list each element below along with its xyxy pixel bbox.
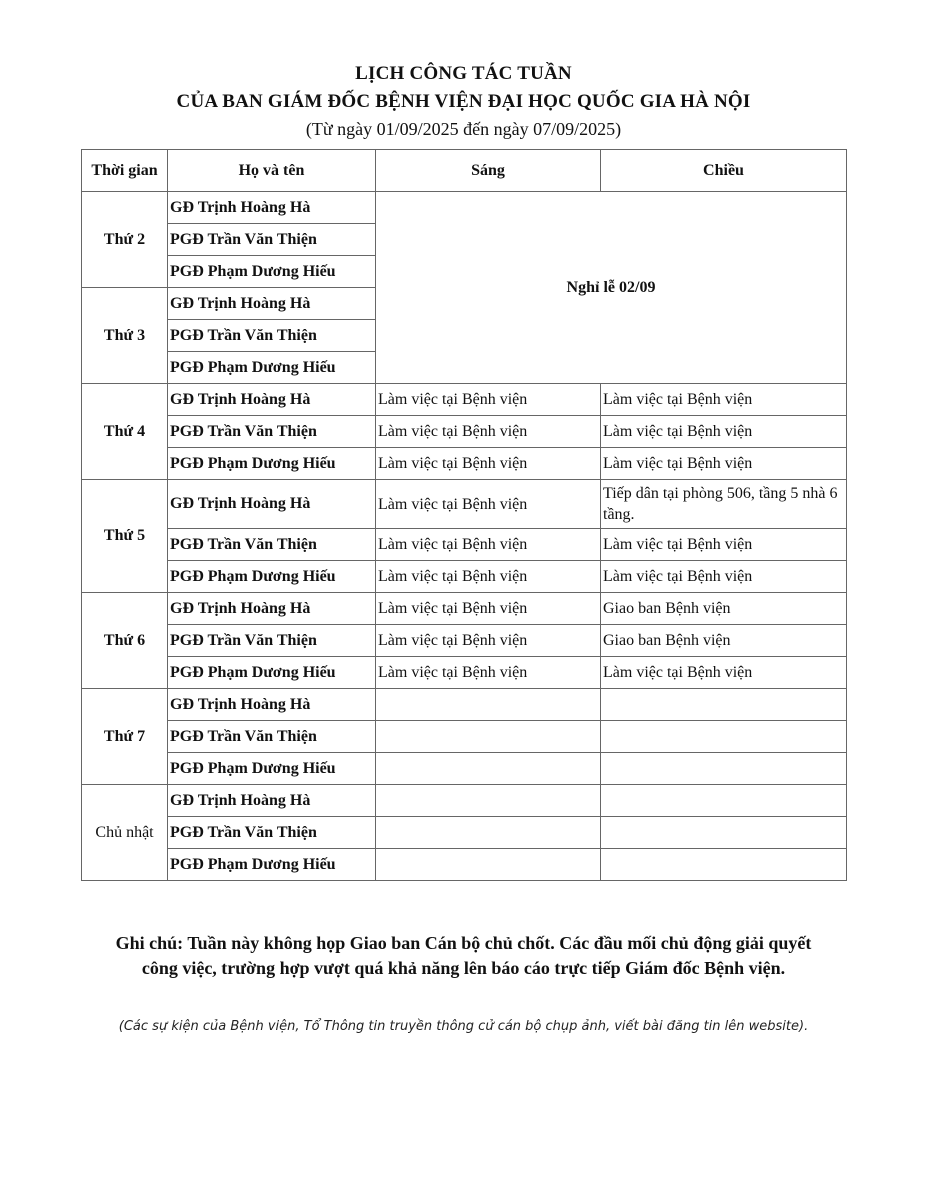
person-name: PGĐ Trần Văn Thiện — [168, 625, 376, 657]
table-row — [82, 192, 847, 224]
afternoon-activity — [601, 721, 847, 753]
person-name: PGĐ Trần Văn Thiện — [168, 529, 376, 561]
afternoon-activity — [601, 689, 847, 721]
person-name: GĐ Trịnh Hoàng Hà — [168, 192, 376, 224]
morning-activity: Làm việc tại Bệnh viện — [376, 384, 601, 416]
person-name: PGĐ Phạm Dương Hiếu — [168, 256, 376, 288]
afternoon-activity: Làm việc tại Bệnh viện — [601, 657, 847, 689]
morning-activity: Làm việc tại Bệnh viện — [376, 529, 601, 561]
person-name: PGĐ Phạm Dương Hiếu — [168, 657, 376, 689]
person-name: PGĐ Phạm Dương Hiếu — [168, 561, 376, 593]
table-row — [82, 593, 847, 625]
day-label: Thứ 2 — [82, 192, 168, 288]
morning-activity: Làm việc tại Bệnh viện — [376, 657, 601, 689]
morning-activity — [376, 721, 601, 753]
date-range: (Từ ngày 01/09/2025 đến ngày 07/09/2025) — [305, 119, 622, 139]
table-row — [82, 753, 847, 785]
person-name: GĐ Trịnh Hoàng Hà — [168, 288, 376, 320]
person-name: GĐ Trịnh Hoàng Hà — [168, 480, 376, 529]
person-name: GĐ Trịnh Hoàng Hà — [168, 384, 376, 416]
table-row — [82, 416, 847, 448]
day-label: Thứ 7 — [82, 689, 168, 785]
afternoon-activity: Làm việc tại Bệnh viện — [601, 529, 847, 561]
afternoon-activity: Tiếp dân tại phòng 506, tầng 5 nhà 6 tầng. — [601, 480, 847, 529]
afternoon-activity: Giao ban Bệnh viện — [601, 625, 847, 657]
table-row — [82, 817, 847, 849]
column-header-time: Thời gian — [82, 150, 168, 192]
morning-activity — [376, 817, 601, 849]
afternoon-activity: Làm việc tại Bệnh viện — [601, 416, 847, 448]
person-name: PGĐ Trần Văn Thiện — [168, 721, 376, 753]
document-header — [0, 60, 927, 142]
table-row — [82, 480, 847, 529]
morning-activity: Làm việc tại Bệnh viện — [376, 593, 601, 625]
morning-activity — [376, 689, 601, 721]
title-line-2: CỦA BAN GIÁM ĐỐC BỆNH VIỆN ĐẠI HỌC QUỐC GIA HÀ NỘI — [176, 91, 751, 112]
schedule-table — [81, 149, 847, 881]
morning-activity: Làm việc tại Bệnh viện — [376, 480, 601, 529]
column-header-name: Họ và tên — [168, 150, 376, 192]
table-row — [82, 689, 847, 721]
table-row — [82, 448, 847, 480]
person-name: PGĐ Phạm Dương Hiếu — [168, 753, 376, 785]
morning-activity: Làm việc tại Bệnh viện — [376, 561, 601, 593]
subnote-text: (Các sự kiện của Bệnh viện, Tổ Thông tin truyền thông cử cán bộ chụp ảnh, viết bài đăng tin lên website). — [118, 1019, 809, 1034]
afternoon-activity — [601, 785, 847, 817]
morning-activity: Làm việc tại Bệnh viện — [376, 625, 601, 657]
title-line-1: LỊCH CÔNG TÁC TUẦN — [355, 63, 572, 84]
afternoon-activity — [601, 753, 847, 785]
afternoon-activity — [601, 849, 847, 881]
day-label: Thứ 3 — [82, 288, 168, 384]
day-label: Thứ 5 — [82, 480, 168, 593]
afternoon-activity: Làm việc tại Bệnh viện — [601, 384, 847, 416]
day-label: Chủ nhật — [82, 785, 168, 881]
column-header-morning: Sáng — [376, 150, 601, 192]
morning-activity — [376, 785, 601, 817]
person-name: PGĐ Trần Văn Thiện — [168, 320, 376, 352]
person-name: PGĐ Phạm Dương Hiếu — [168, 849, 376, 881]
person-name: GĐ Trịnh Hoàng Hà — [168, 593, 376, 625]
morning-activity — [376, 753, 601, 785]
table-row — [82, 561, 847, 593]
table-row — [82, 529, 847, 561]
table-row — [82, 849, 847, 881]
holiday-cell: Nghỉ lễ 02/09 — [376, 192, 847, 384]
day-label: Thứ 4 — [82, 384, 168, 480]
day-label: Thứ 6 — [82, 593, 168, 689]
table-header-row — [82, 150, 847, 192]
morning-activity: Làm việc tại Bệnh viện — [376, 448, 601, 480]
morning-activity: Làm việc tại Bệnh viện — [376, 416, 601, 448]
afternoon-activity: Giao ban Bệnh viện — [601, 593, 847, 625]
person-name: PGĐ Phạm Dương Hiếu — [168, 352, 376, 384]
afternoon-activity: Làm việc tại Bệnh viện — [601, 448, 847, 480]
note-text: Ghi chú: Tuần này không họp Giao ban Cán bộ chủ chốt. Các đầu mối chủ động giải quyết công việc, trường hợp vượt quá khả năng lên báo cáo trực tiếp Giám đốc Bệnh viện. — [115, 933, 812, 978]
schedule-body — [82, 192, 847, 881]
person-name: PGĐ Trần Văn Thiện — [168, 224, 376, 256]
afternoon-activity — [601, 817, 847, 849]
column-header-afternoon: Chiều — [601, 150, 847, 192]
table-row — [82, 721, 847, 753]
morning-activity — [376, 849, 601, 881]
person-name: PGĐ Trần Văn Thiện — [168, 817, 376, 849]
table-row — [82, 625, 847, 657]
person-name: PGĐ Trần Văn Thiện — [168, 416, 376, 448]
person-name: GĐ Trịnh Hoàng Hà — [168, 785, 376, 817]
afternoon-activity: Làm việc tại Bệnh viện — [601, 561, 847, 593]
person-name: PGĐ Phạm Dương Hiếu — [168, 448, 376, 480]
table-row — [82, 785, 847, 817]
person-name: GĐ Trịnh Hoàng Hà — [168, 689, 376, 721]
table-row — [82, 657, 847, 689]
table-row — [82, 384, 847, 416]
